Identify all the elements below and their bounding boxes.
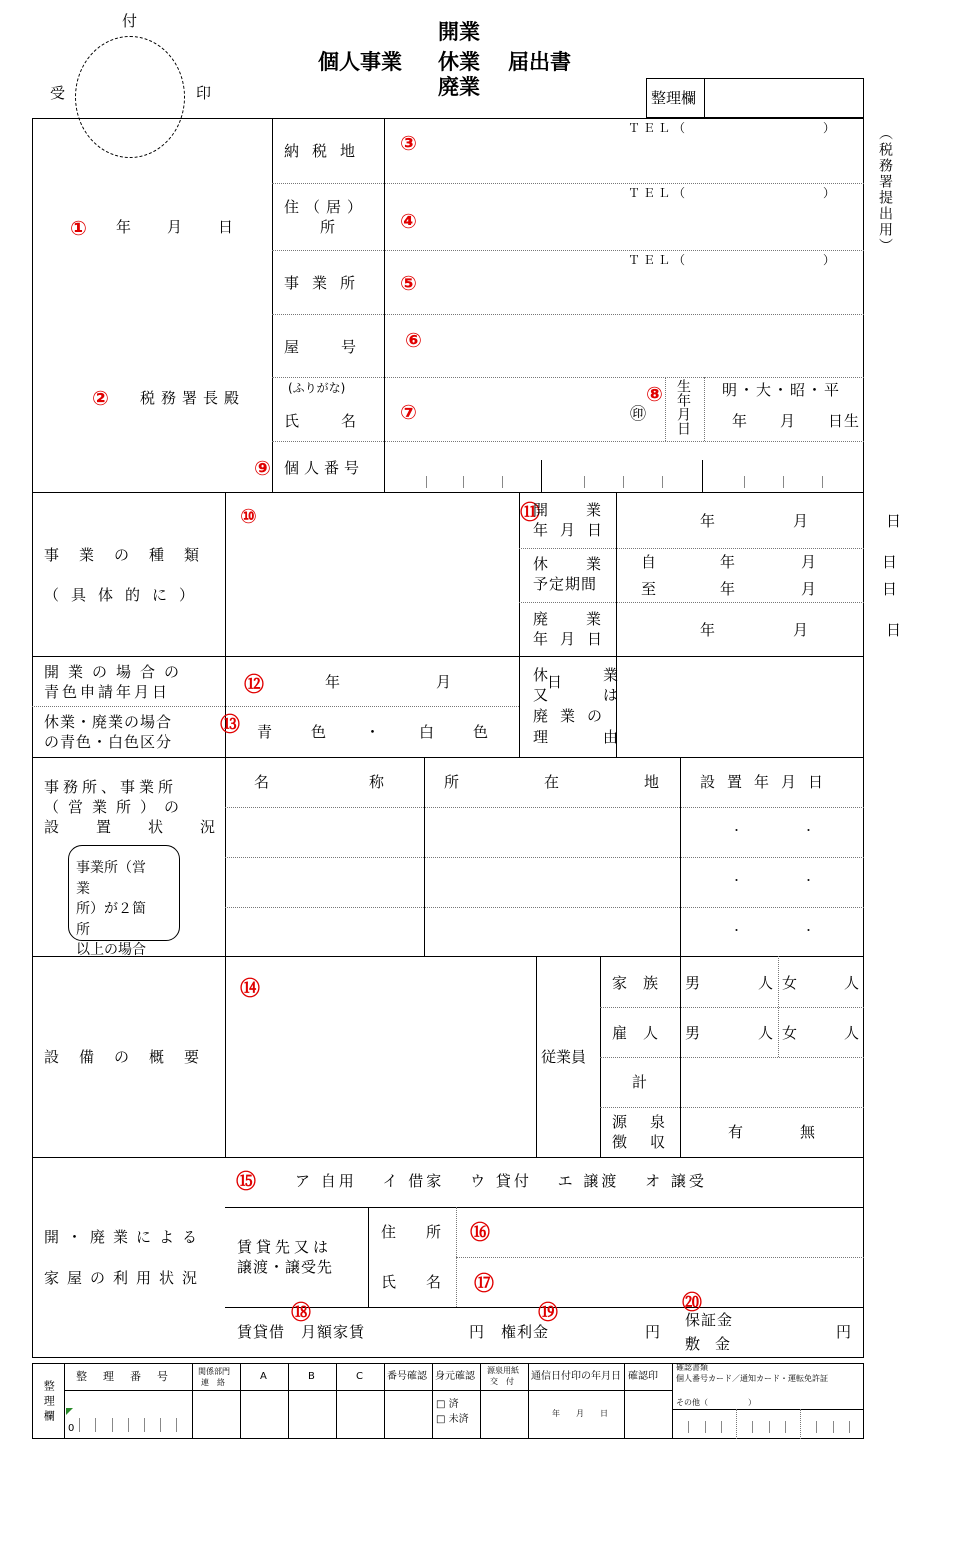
marker-15: ⑮ (236, 1169, 256, 1193)
kazoku-male-unit: 人 (758, 974, 774, 992)
marker-19: ⑲ (538, 1300, 558, 1324)
admin-shorui-3: その他（ ） (676, 1398, 756, 1407)
marker-7: ⑦ (400, 400, 417, 424)
office-row1-dot2: ・ (803, 824, 814, 837)
shimei-input[interactable] (440, 382, 620, 436)
label-setsubi: 設備の概要 (44, 1048, 220, 1066)
label-tenant-shimei: 氏名 (381, 1273, 472, 1291)
admin-gensen-1: 源泉用紙 (487, 1366, 519, 1375)
housing-options[interactable]: ア 自用 イ 借家 ウ 貸付 エ 譲渡 オ 譲受 (295, 1172, 707, 1190)
equipment-input[interactable] (228, 1002, 533, 1154)
label-kenrikin: 権利金 (501, 1323, 550, 1341)
kyugyo-to-date[interactable]: 年 月 日 (720, 580, 910, 598)
office-row2-input[interactable] (227, 859, 862, 905)
admin-kakunin-in: 確認印 (628, 1371, 658, 1382)
admin-digit-tick (176, 1418, 177, 1432)
label-yatoi: 雇人 (612, 1024, 675, 1042)
admin-seiri-label: 整理欄 (42, 1380, 56, 1425)
employee-total-input[interactable] (682, 1059, 862, 1105)
title-todokedesho: 届出書 (508, 50, 571, 74)
label-jigyosho: 事業所 (284, 274, 369, 292)
digit-tick (822, 476, 823, 488)
digit-tick (623, 476, 624, 488)
yago-input[interactable] (440, 320, 860, 372)
label-kazoku: 家族 (612, 974, 675, 992)
business-type-input[interactable] (228, 532, 516, 652)
admin-digit-tick (112, 1418, 113, 1432)
marker-2: ② (92, 386, 109, 410)
marker-17: ⑰ (474, 1271, 494, 1295)
admin-bango-kakunin: 番号確認 (387, 1371, 427, 1382)
marker-6: ⑥ (405, 328, 422, 352)
label-rent: 賃貸借 月額家賃 (237, 1323, 366, 1341)
label-shikikin: 敷 金 (685, 1335, 731, 1353)
label-jusho-2: 所 (320, 218, 336, 236)
label-housing-2: 家屋の利用状況 (44, 1269, 206, 1287)
admin-digit-tick (785, 1421, 786, 1433)
seiri-label: 整理欄 (651, 89, 697, 107)
deposit-yen: 円 (836, 1323, 852, 1341)
label-kei: 計 (632, 1073, 648, 1091)
submission-date: 年 月 日 (116, 218, 236, 236)
label-jusho-1: 住（居） (284, 198, 369, 216)
jusho-input[interactable] (440, 205, 860, 245)
submission-note: （税務署提出用） (877, 126, 893, 254)
admin-col-a: A (260, 1371, 267, 1382)
label-shimei: 氏名 (284, 412, 399, 430)
kazoku-male-label: 男 (685, 974, 701, 992)
office-row1-dot1: ・ (731, 824, 742, 837)
admin-shorui-1: 確認書類 (676, 1363, 708, 1372)
label-kyugyo-2: 予定期間 (533, 575, 598, 593)
marker-20: ⑳ (682, 1290, 702, 1314)
marker-18: ⑱ (291, 1300, 311, 1324)
yatoi-female-label: 女 (782, 1024, 798, 1042)
yatoi-male-unit: 人 (758, 1024, 774, 1042)
marker-11: ⑪ (520, 500, 540, 524)
digit-tick (584, 476, 585, 488)
admin-digit-tick (721, 1421, 722, 1433)
label-riyu-2: 又 は (533, 686, 639, 704)
marker-13: ⑬ (220, 712, 240, 736)
admin-mizumi-checkbox[interactable]: □ 未済 (436, 1414, 469, 1425)
title-kojin-jigyo: 個人事業 (318, 50, 402, 74)
digit-tick (783, 476, 784, 488)
office-row3-dot2: ・ (803, 924, 814, 937)
admin-digit-tick (160, 1418, 161, 1432)
seal-mark: ㊞ (630, 404, 647, 423)
digit-tick (426, 476, 427, 488)
admin-kanren-1: 関係部門 (198, 1367, 230, 1376)
label-haigyo-2: 年月日 (533, 630, 615, 648)
label-gensen-2: 徴 収 (612, 1133, 670, 1151)
admin-kanren-2: 連 絡 (201, 1378, 225, 1387)
admin-zero: 0 (68, 1423, 75, 1434)
label-gensen-1: 源 泉 (612, 1113, 670, 1131)
label-office-1: 事務所、事業所 (44, 778, 178, 796)
kojin-bango-input[interactable] (386, 443, 862, 491)
admin-digit-tick (144, 1418, 145, 1432)
tenant-name-input[interactable] (500, 1260, 862, 1304)
label-from: 自 (641, 553, 657, 571)
kazoku-female-label: 女 (782, 974, 798, 992)
label-kyugyo-1: 休業 (533, 555, 640, 573)
yatoi-female-unit: 人 (844, 1024, 860, 1042)
stamp-label-in: 印 (196, 84, 212, 102)
tel-nozeichi: ＴＥＬ（ ） (628, 121, 839, 135)
admin-shorui-2: 個人番号カード／通知カード・運転免許証 (676, 1374, 828, 1383)
marker-5: ⑤ (400, 271, 417, 295)
label-office-2: （営業所）の (44, 798, 189, 816)
label-blue-1: 開業の場合の (44, 663, 189, 681)
label-yago: 屋号 (284, 338, 399, 356)
blue-application-date[interactable]: 年 月 日 (325, 673, 585, 691)
marker-1: ① (70, 216, 87, 240)
stamp-label-uke: 受 (50, 84, 66, 102)
tenant-address-input[interactable] (500, 1210, 862, 1254)
gensen-choice[interactable]: 有 無 (728, 1123, 819, 1141)
digit-tick (463, 476, 464, 488)
label-tenant-jusho: 住所 (381, 1223, 472, 1241)
label-tenant-1: 賃貸先又は (237, 1238, 333, 1256)
digit-tick (662, 476, 663, 488)
office-row2-dot2: ・ (803, 874, 814, 887)
label-employees: 従業員 (541, 1048, 587, 1066)
marker-4: ④ (400, 209, 417, 233)
marker-9: ⑨ (254, 456, 271, 480)
tel-jusho: ＴＥＬ（ ） (628, 186, 839, 200)
office-note: 事業所（営 業 所）が２箇 所 以上の場合 (76, 860, 146, 958)
label-kaigyo-2: 年月日 (533, 521, 615, 539)
admin-ymd: 年 月 日 (552, 1409, 612, 1418)
birth-date: 年 月 日生 (732, 412, 861, 430)
title-kaigyo: 開業 (438, 20, 480, 44)
col-office-name: 名 称 (254, 773, 393, 791)
office-row1-input[interactable] (227, 809, 862, 855)
rent-input[interactable] (380, 1318, 464, 1348)
kaigyo-date[interactable]: 年 月 日 (700, 512, 918, 530)
admin-col-b: B (308, 1371, 315, 1382)
stamp-label-tsuki: 付 (122, 12, 138, 30)
blue-white-choice[interactable]: 青 色 ・ 白 色 (257, 723, 492, 741)
label-haigyo-1: 廃業 (533, 610, 640, 628)
kenrikin-input[interactable] (560, 1318, 640, 1348)
tel-jigyosho: ＴＥＬ（ ） (628, 253, 839, 267)
admin-digit-tick (128, 1418, 129, 1432)
label-kb-2: の青色・白色区分 (44, 733, 173, 751)
office-row3-dot1: ・ (731, 924, 742, 937)
kazoku-female-unit: 人 (844, 974, 860, 992)
admin-digit-tick (769, 1421, 770, 1433)
label-blue-2: 青色申請年月日 (44, 683, 171, 701)
label-riyu-4: 理 由 (533, 728, 639, 746)
label-nozeichi: 納税地 (284, 142, 369, 160)
nozeichi-input[interactable] (440, 140, 860, 178)
marker-16: ⑯ (470, 1220, 490, 1244)
label-tenant-2: 譲渡・譲受先 (237, 1258, 334, 1276)
kyugyo-from-date[interactable]: 年 月 日 (720, 553, 910, 571)
admin-digit-tick (752, 1421, 753, 1433)
admin-digit-tick (705, 1421, 706, 1433)
label-housing-1: 開・廃業による (44, 1228, 206, 1246)
yatoi-male-label: 男 (685, 1024, 701, 1042)
admin-digit-tick (79, 1418, 80, 1432)
riyu-input[interactable] (618, 660, 862, 754)
kenrikin-yen: 円 (645, 1323, 661, 1341)
marker-8: ⑧ (646, 382, 663, 406)
admin-digit-tick (833, 1421, 834, 1433)
digit-tick (744, 476, 745, 488)
admin-col-c: C (356, 1371, 363, 1382)
admin-bango-label: 整理番号 (76, 1370, 184, 1383)
era-choices: 明・大・昭・平 (722, 381, 842, 399)
label-riyu-1: 休 業 (533, 666, 639, 684)
office-row2-dot1: ・ (731, 874, 742, 887)
title-kyugyo: 休業 (438, 50, 480, 74)
label-kaigyo-1: 開業 (533, 501, 640, 519)
label-riyu-3: 廃業の (533, 707, 615, 725)
label-furigana: (ふりがな) (288, 381, 346, 395)
label-birth: 生年月日 (675, 379, 691, 435)
marker-10: ⑩ (240, 504, 257, 528)
admin-gensen-2: 交 付 (490, 1377, 514, 1386)
haigyo-date[interactable]: 年 月 日 (700, 621, 918, 639)
marker-14: ⑭ (240, 976, 260, 1000)
admin-zumi-checkbox[interactable]: □ 済 (436, 1399, 459, 1410)
digit-tick (502, 476, 503, 488)
rent-yen: 円 (469, 1323, 485, 1341)
admin-digit-tick (816, 1421, 817, 1433)
admin-digit-tick (95, 1418, 96, 1432)
jigyosho-input[interactable] (440, 270, 860, 310)
col-office-location: 所 在 地 (444, 773, 665, 791)
title-haigyo: 廃業 (438, 75, 480, 99)
admin-mimoto: 身元確認 (435, 1371, 475, 1382)
label-kb-1: 休業・廃業の場合 (44, 713, 173, 731)
admin-digit-tick (688, 1421, 689, 1433)
marker-3: ③ (400, 131, 417, 155)
marker-12: ⑫ (244, 672, 264, 696)
label-to: 至 (641, 580, 657, 598)
flag-icon (66, 1408, 73, 1415)
label-office-3: 設置状況 (44, 818, 253, 836)
admin-tsushin: 通信日付印の年月日 (531, 1371, 621, 1382)
office-row3-input[interactable] (227, 909, 862, 955)
admin-digit-tick (849, 1421, 850, 1433)
seiri-field[interactable] (706, 80, 862, 116)
label-hoshokin: 保証金 (685, 1311, 734, 1329)
tax-office-label: 税務署長殿 (140, 389, 246, 407)
label-gutaiteki: （具体的に） (44, 586, 207, 604)
label-jigyo-shurui: 事業の種類 (44, 546, 220, 564)
deposit-input[interactable] (745, 1318, 833, 1348)
col-office-date: 設置年月日 (700, 773, 836, 791)
label-kojin-bango: 個人番号 (284, 459, 365, 477)
